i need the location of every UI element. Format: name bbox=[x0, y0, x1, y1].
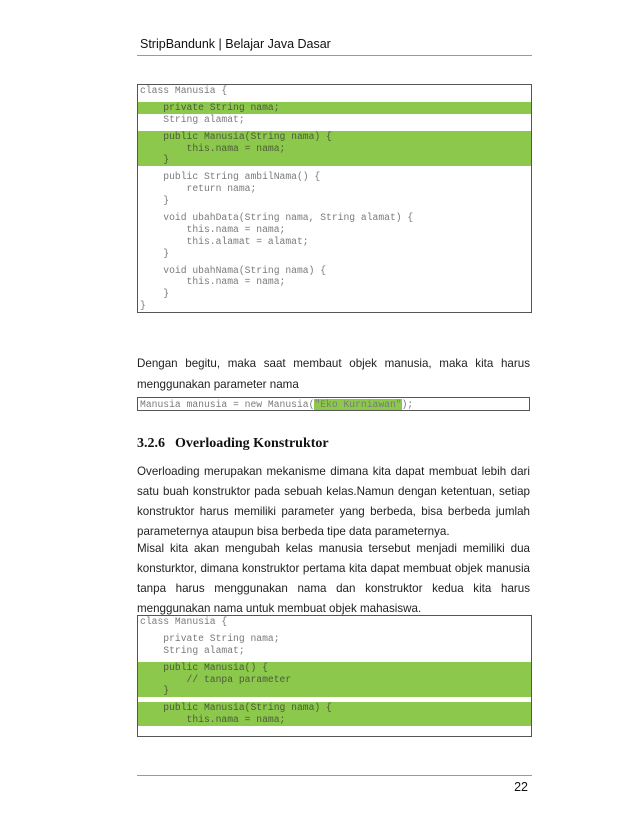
code-block-manusia-class bbox=[137, 84, 532, 313]
page-number: 22 bbox=[514, 780, 528, 794]
code-block-overloading bbox=[137, 615, 532, 737]
section-heading bbox=[137, 436, 329, 452]
code-line: public Manusia(String nama) { bbox=[138, 702, 531, 714]
header-title: StripBandunk | Belajar Java Dasar bbox=[140, 37, 331, 51]
code-line: // tanpa parameter bbox=[138, 674, 531, 686]
code-line: } bbox=[140, 195, 170, 207]
paragraph-intro: Dengan begitu, maka saat membaut objek manusia, maka kita harus menggunakan parameter nama bbox=[137, 357, 530, 391]
code-prefix: Manusia manusia = new Manusia( bbox=[140, 399, 315, 410]
code-line: this.nama = nama; bbox=[140, 223, 286, 235]
code-highlight-string: "Eko Kurniawan" bbox=[314, 399, 402, 410]
code-line: void ubahNama(String nama) { bbox=[140, 264, 327, 276]
code-line: this.nama = nama; bbox=[138, 714, 531, 726]
code-line: this.alamat = alamat; bbox=[140, 235, 309, 247]
code-line: public String ambilNama() { bbox=[140, 171, 321, 183]
code-line: this.nama = nama; bbox=[140, 276, 286, 288]
code-line: this.nama = nama; bbox=[138, 143, 531, 155]
code-line: class Manusia { bbox=[140, 85, 228, 96]
code-line: String alamat; bbox=[140, 644, 245, 656]
code-line: } bbox=[138, 685, 531, 697]
paragraph-overloading: Overloading merupakan mekanisme dimana kita dapat membuat lebih dari satu buah konstruktor pada sebuah kelas.Namun dengan ketentuan, setiap konstruktor harus memiliki parameter yang berbeda, bisa berbeda jumlah parameternya ataupun bisa berbeda tipe data parameternya. bbox=[137, 465, 530, 538]
code-line: class Manusia { bbox=[140, 616, 228, 627]
code-line: private String nama; bbox=[138, 102, 531, 114]
code-line: } bbox=[140, 300, 146, 312]
code-line: void ubahData(String nama, String alamat) { bbox=[140, 212, 414, 224]
section-number: 3.2.6 bbox=[137, 436, 165, 451]
code-line: private String nama; bbox=[140, 632, 280, 644]
code-line: } bbox=[140, 288, 170, 300]
section-title: Overloading Konstruktor bbox=[175, 436, 329, 451]
footer-divider bbox=[137, 775, 532, 776]
header-divider bbox=[137, 55, 532, 56]
code-line-create-object bbox=[137, 397, 530, 411]
code-suffix: ); bbox=[401, 399, 414, 410]
code-line: public Manusia(String nama) { bbox=[138, 131, 531, 143]
code-line: } bbox=[140, 247, 170, 259]
code-line: public Manusia() { bbox=[138, 662, 531, 674]
code-line: } bbox=[138, 154, 531, 166]
code-line: String alamat; bbox=[140, 113, 245, 125]
paragraph-example: Misal kita akan mengubah kelas manusia tersebut menjadi memiliki dua konsturktor, dimana konstruktor pertama kita dapat membuat objek manusia tanpa harus menggunakan nama dan konstruktor kedua kita harus menggunakan nama untuk membuat objek mahasiswa. bbox=[137, 542, 530, 615]
code-line: return nama; bbox=[140, 183, 257, 195]
